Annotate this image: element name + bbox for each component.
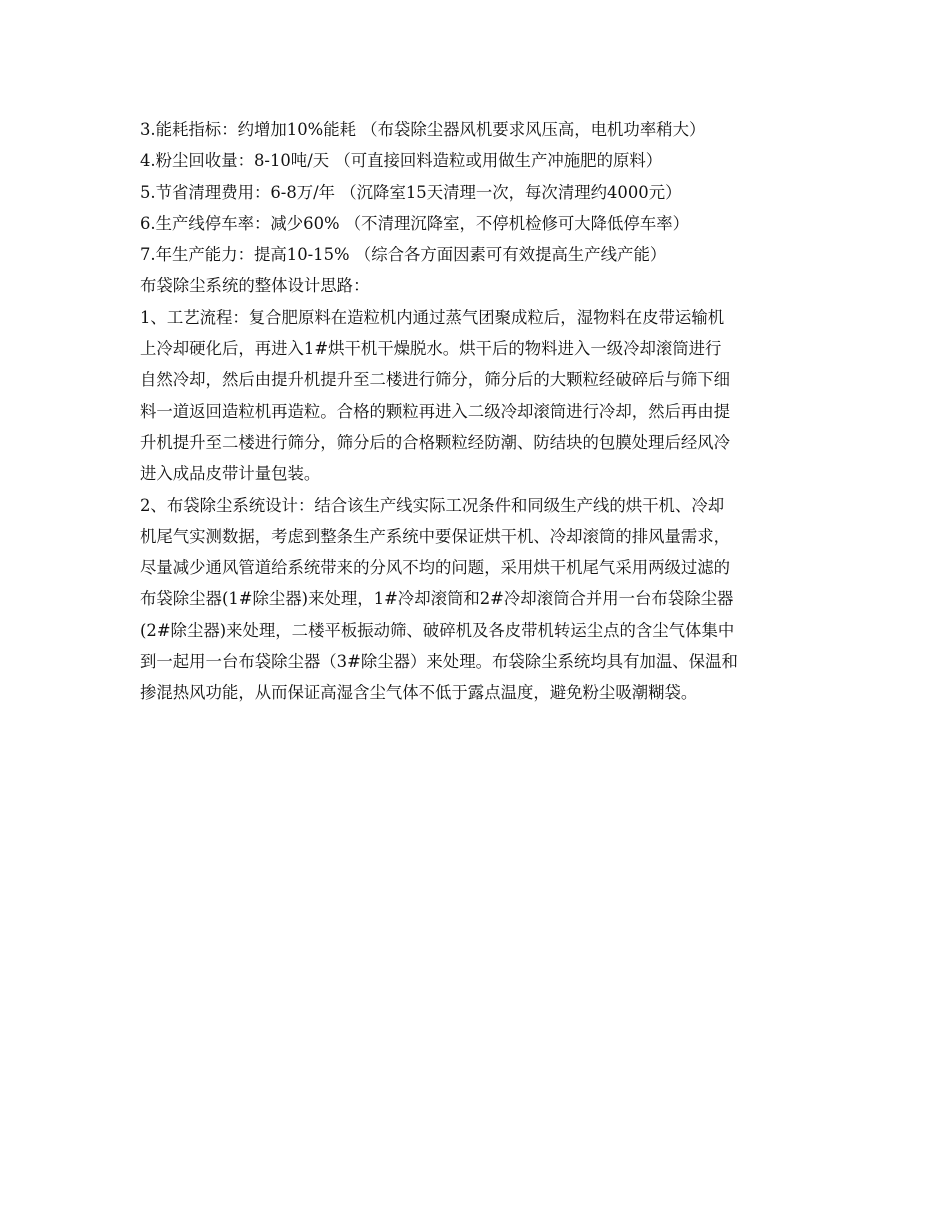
paragraph-line: 布袋除尘器(1#除尘器)来处理，1#冷却滚筒和2#冷却滚筒合并用一台布袋除尘器	[140, 589, 734, 609]
paragraph-line: 机尾气实测数据，考虑到整条生产系统中要保证烘干机、冷却滚筒的排风量需求，	[140, 526, 731, 546]
paragraph-line: (2#除尘器)来处理，二楼平板振动筛、破碎机及各皮带机转运尘点的含尘气体集中	[140, 620, 735, 640]
paragraph-dust-system-design	[140, 490, 812, 709]
paragraph-line: 料一道返回造粒机再造粒。合格的颗粒再进入二级冷却滚筒进行冷却，然后再由提	[140, 401, 731, 421]
metric-capacity: 7.年生产能力：提高10-15% （综合各方面因素可有效提高生产线产能）	[140, 245, 667, 265]
paragraph-line: 1、工艺流程：复合肥原料在造粒机内通过蒸气团聚成粒后，湿物料在皮带运输机	[140, 307, 725, 327]
paragraph-line: 进入成品皮带计量包装。	[140, 464, 321, 484]
metric-downtime: 6.生产线停车率：减少60% （不清理沉降室，不停机检修可大降低停车率）	[140, 213, 689, 233]
paragraph-line: 上冷却硬化后，再进入1#烘干机干燥脱水。烘干后的物料进入一级冷却滚筒进行	[140, 339, 722, 359]
paragraph-line: 掺混热风功能，从而保证高湿含尘气体不低于露点温度，避免粉尘吸潮糊袋。	[140, 683, 698, 703]
paragraph-process-flow	[140, 302, 812, 490]
metric-dust-recovery: 4.粉尘回收量：8-10吨/天 （可直接回料造粒或用做生产冲施肥的原料）	[140, 151, 663, 171]
section-heading: 布袋除尘系统的整体设计思路：	[140, 276, 370, 296]
paragraph-line: 到一起用一台布袋除尘器（3#除尘器）来处理。布袋除尘系统均具有加温、保温和	[140, 652, 738, 672]
paragraph-line: 升机提升至二楼进行筛分，筛分后的合格颗粒经防潮、防结块的包膜处理后经风冷	[140, 432, 731, 452]
metric-cleaning-cost: 5.节省清理费用：6-8万/年 （沉降室15天清理一次，每次清理约4000元）	[140, 182, 682, 202]
paragraph-line: 2、布袋除尘系统设计：结合该生产线实际工况条件和同级生产线的烘干机、冷却	[140, 495, 725, 515]
metric-energy: 3.能耗指标：约增加10%能耗 （布袋除尘器风机要求风压高，电机功率稍大）	[140, 120, 706, 139]
metrics-list	[140, 114, 812, 270]
paragraph-line: 尽量减少通风管道给系统带来的分风不均的问题，采用烘干机尾气采用两级过滤的	[140, 558, 731, 578]
document-page	[140, 114, 812, 709]
paragraph-line: 自然冷却，然后由提升机提升至二楼进行筛分，筛分后的大颗粒经破碎后与筛下细	[140, 370, 731, 390]
